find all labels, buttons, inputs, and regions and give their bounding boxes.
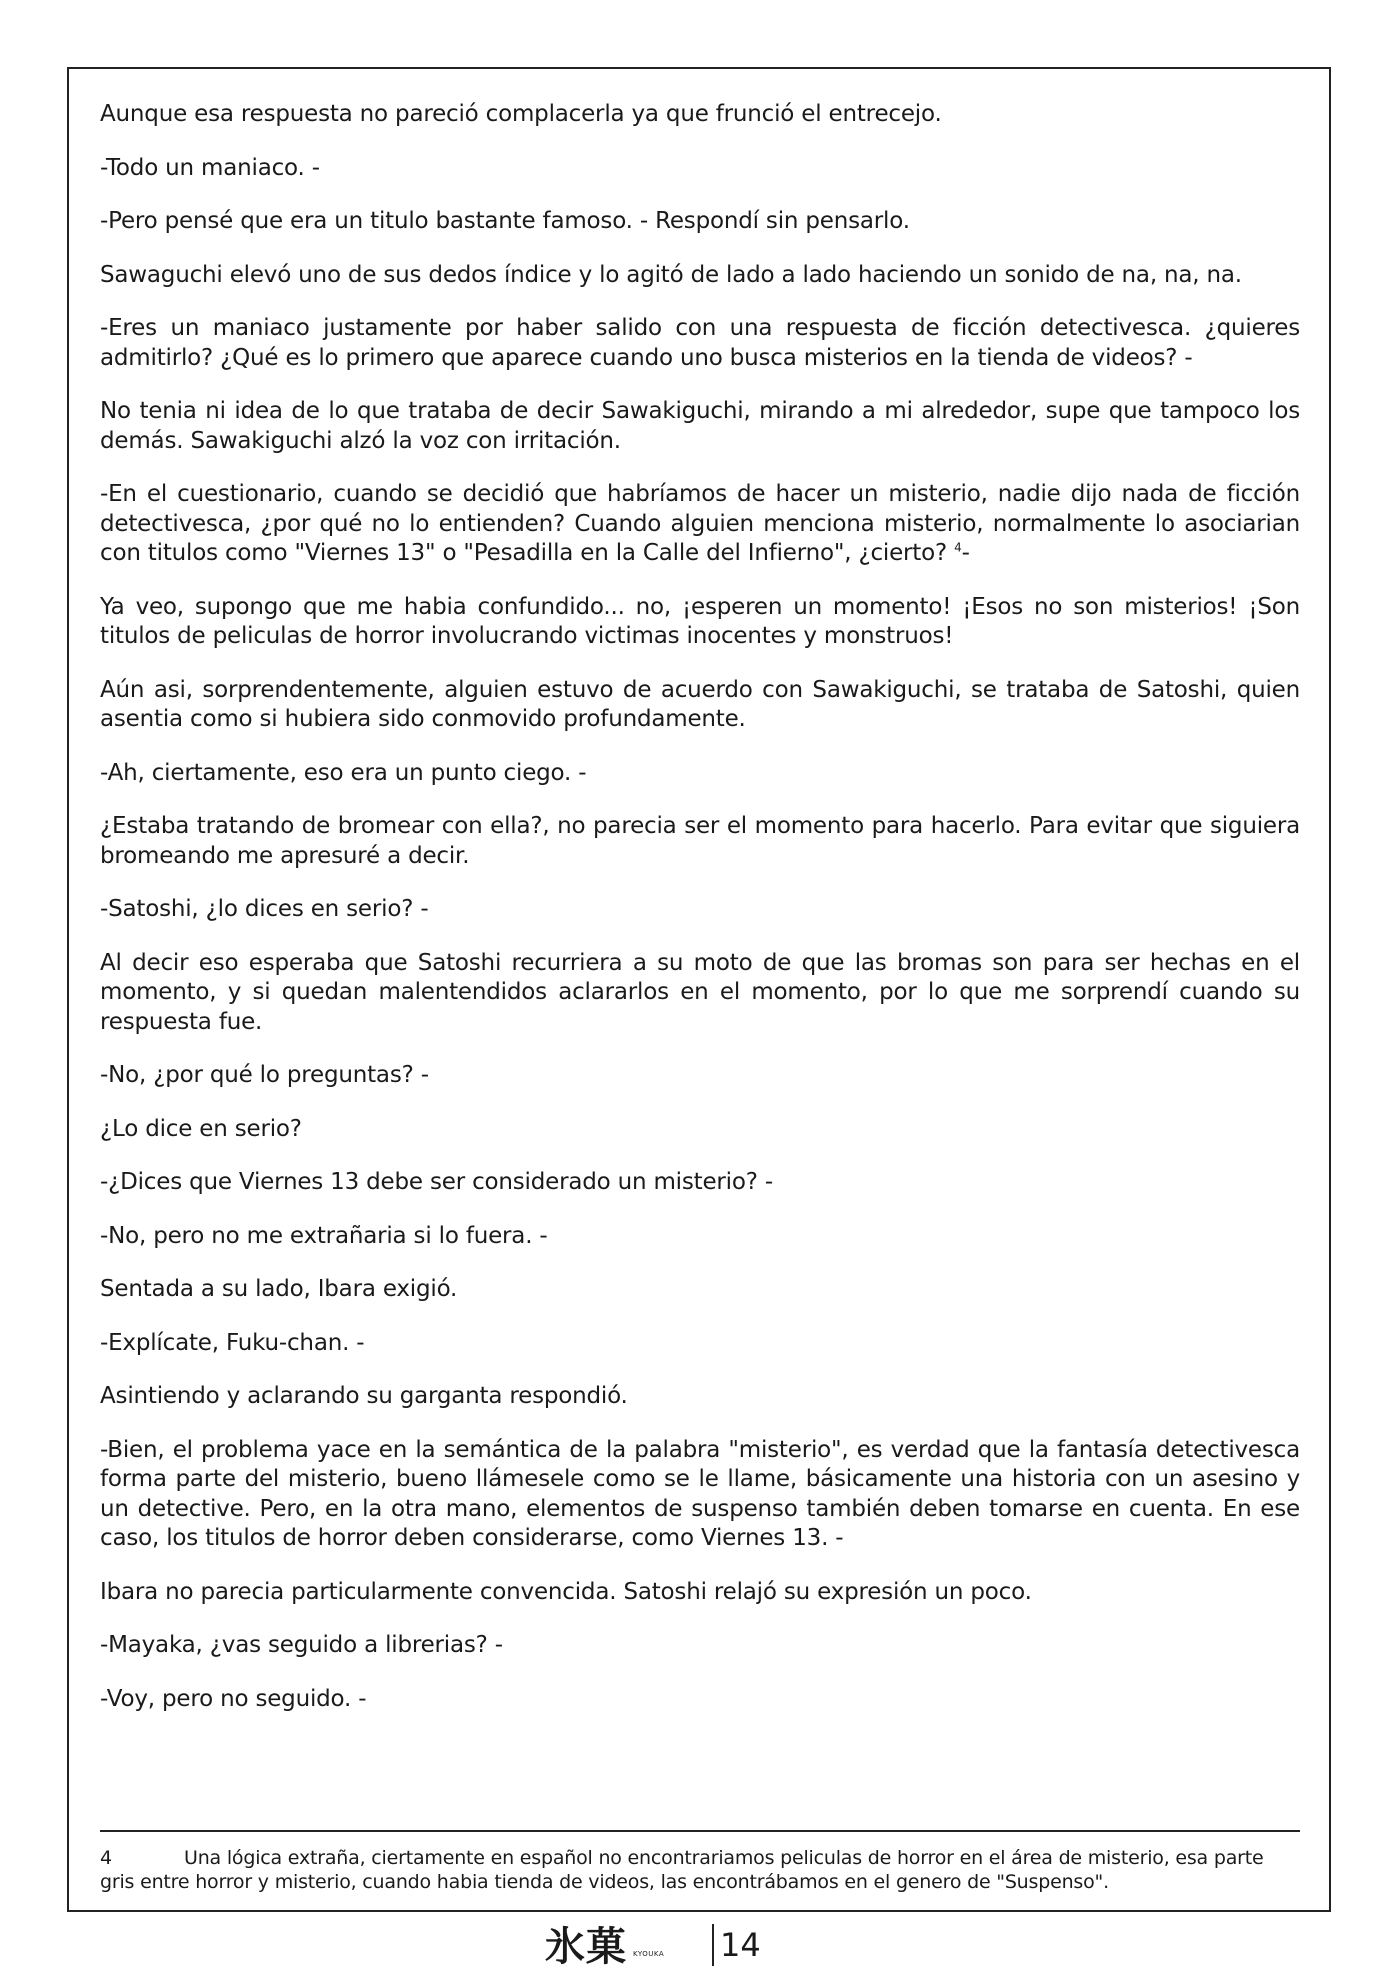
paragraph: -Todo un maniaco. - (100, 154, 320, 181)
paragraph: Ya veo, supongo que me habia confundido... no, ¡esperen un momento! ¡Esos no son misterios! ¡Son titulos de peliculas de horror involucrando victimas inocentes y monstruos! (100, 593, 1300, 649)
paragraph: Al decir eso esperaba que Satoshi recurriera a su moto de que las bromas son para ser hechas en el momento, y si quedan malentendidos aclararlos en el momento, por lo que me sorprendí cuando su respuesta fue. (100, 949, 1300, 1035)
paragraph: No tenia ni idea de lo que trataba de decir Sawakiguchi, mirando a mi alrededor, supe que tampoco los demás. Sawakiguchi alzó la voz con irritación. (100, 398, 1300, 454)
paragraph: -Voy, pero no seguido. - (100, 1685, 367, 1712)
paragraph: -¿Dices que Viernes 13 debe ser considerado un misterio? - (100, 1169, 773, 1195)
paragraph: Sawaguchi elevó uno de sus dedos índice y lo agitó de lado a lado haciendo un sonido de na, na, na. (100, 261, 1242, 288)
paragraph: Aunque esa respuesta no pareció complacerla ya que frunció el entreceјo. (100, 101, 942, 127)
footnote (100, 1846, 1300, 1894)
footer-logo (545, 1920, 664, 1970)
paragraph: -Eres un maniaco justamente por haber salido con una respuesta de ficción detectivesca. ¿quieres admitirlo? ¿Qué es lo primero que aparece cuando uno busca misterios en la tienda de videos? - (100, 315, 1300, 371)
paragraph: ¿Lo dice en serio? (100, 1115, 302, 1142)
paragraph: -Mayaka, ¿vas seguido a librerias? - (100, 1632, 503, 1658)
footnote-number: 4 (100, 1847, 112, 1869)
logo-kanji: 氷菓 (545, 1923, 627, 1970)
paragraph: ¿Estaba tratando de bromear con ella?, no parecia ser el momento para hacerlo. Para evitar que siguiera bromeando me apresuré a decir. (100, 813, 1300, 869)
paragraph-with-footnote (100, 480, 1300, 569)
paragraph: Ibara no parecia particularmente convencida. Satoshi relajó su expresión un poco. (100, 1578, 1032, 1605)
footnote-marker-tail: - (961, 540, 970, 566)
page-number-container (712, 1924, 761, 1966)
paragraph: Asintiendo y aclarando su garganta respondió. (100, 1383, 628, 1409)
paragraph: Aún asi, sorprendentemente, alguien estuvo de acuerdo con Sawakiguchi, se trataba de Satoshi, quien asentia como si hubiera sido conmovido profundamente. (100, 676, 1300, 732)
paragraph: Sentada a su lado, Ibara exigió. (100, 1276, 458, 1302)
page-number: 14 (720, 1926, 761, 1964)
paragraph: -Satoshi, ¿lo dices en serio? - (100, 896, 429, 922)
logo-romaji: KYOUKA (633, 1950, 665, 1958)
footnote-marker: 4 (954, 540, 962, 555)
paragraph: -Pero pensé que era un titulo bastante famoso. - Respondí sin pensarlo. (100, 208, 910, 234)
body-text (100, 100, 1300, 1738)
paragraph: -No, ¿por qué lo preguntas? - (100, 1062, 429, 1088)
footnote-text: Una lógica extraña, ciertamente en español no encontrariamos peliculas de horror en el área de misterio, esa parte gris entre horror y misterio, cuando habia tienda de videos, las encontrábamos en el genero de "Suspenso". (100, 1847, 1264, 1893)
footnote-divider (100, 1830, 1300, 1832)
paragraph: -Bien, el problema yace en la semántica de la palabra "misterio", es verdad que la fantasía detectivesca forma parte del misterio, bueno llámesele como se le llame, básicamente una historia con un asesino y un detective. Pero, en la otra mano, elementos de suspenso también deben tomarse en cuenta. En ese caso, los titulos de horror deben considerarse, como Viernes 13. - (100, 1436, 1300, 1551)
paragraph-text: -En el cuestionario, cuando se decidió que habríamos de hacer un misterio, nadie dijo nada de ficción detectivesca, ¿por qué no lo entienden? Cuando alguien menciona misterio, normalmente lo asociarian con titulos como "Viernes 13" o "Pesadilla en la Calle del Infierno", ¿cierto? (100, 481, 1300, 566)
paragraph: -No, pero no me extrañaria si lo fuera. - (100, 1222, 548, 1249)
paragraph: -Explícate, Fuku-chan. - (100, 1329, 365, 1356)
paragraph: -Ah, ciertamente, eso era un punto ciego. - (100, 759, 587, 786)
